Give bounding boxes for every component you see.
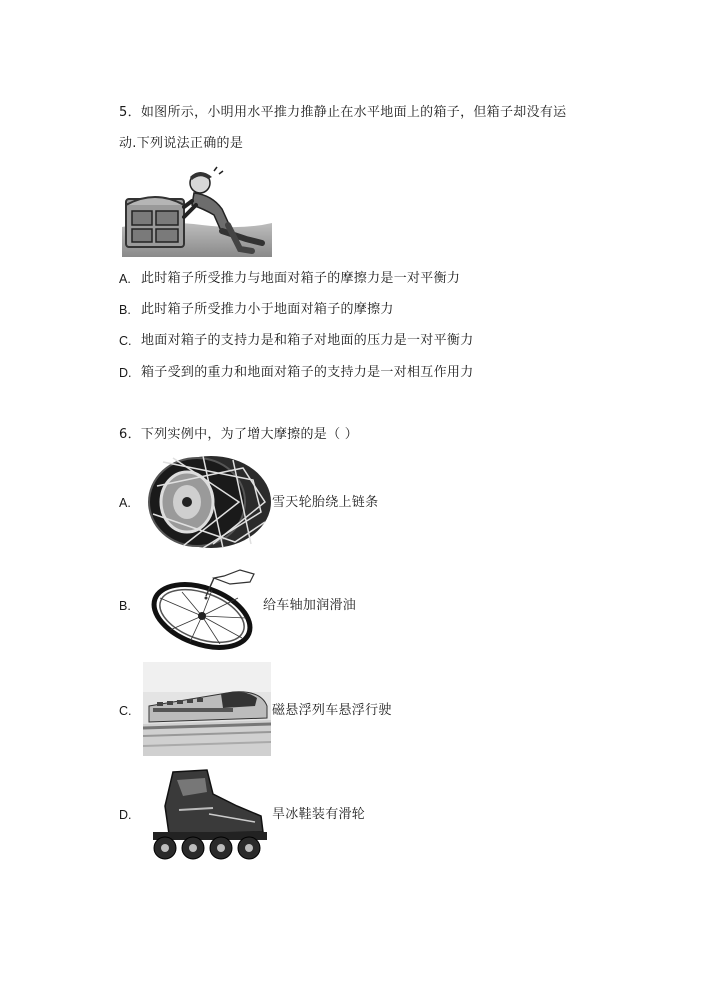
q6-stem-text: 下列实例中，为了增大摩擦的是（ ） — [140, 427, 359, 442]
q5-number: 5． — [119, 105, 141, 120]
q6-option-c-text: 磁悬浮列车悬浮行驶 — [272, 703, 392, 718]
q5-pushing-box-image — [122, 165, 272, 257]
q5-stem-text-1: 如图所示，小明用水平推力推静止在水平地面上的箱子，但箱子却没有运 — [140, 105, 567, 120]
q6-stem — [119, 426, 358, 444]
q6-option-d-text: 旱冰鞋装有滑轮 — [272, 807, 366, 822]
q5-option-b-text: 此时箱子所受推力小于地面对箱子的摩擦力 — [141, 302, 394, 317]
q6-tire-chain-image — [143, 452, 271, 552]
q5-stem-line2: 动.下列说法正确的是 — [119, 136, 244, 151]
q5-option-b-letter: B. — [119, 303, 131, 317]
q6-bike-wheel-oil-image — [150, 568, 260, 650]
q5-option-c-text: 地面对箱子的支持力是和箱子对地面的压力是一对平衡力 — [141, 333, 474, 348]
q6-option-b-text: 给车轴加润滑油 — [263, 598, 357, 613]
q5-stem-line1 — [119, 104, 566, 122]
q6-option-c-letter: C. — [119, 704, 132, 718]
q5-option-c-letter: C. — [119, 334, 132, 348]
q6-number: 6． — [119, 427, 141, 442]
q6-option-a-text: 雪天轮胎绕上链条 — [272, 495, 379, 510]
q6-option-b-letter: B. — [119, 599, 131, 613]
q6-inline-skate-image — [143, 766, 271, 862]
q6-option-a-letter: A. — [119, 496, 131, 510]
q5-option-d-text: 箱子受到的重力和地面对箱子的支持力是一对相互作用力 — [141, 365, 474, 380]
q5-option-d-letter: D. — [119, 366, 132, 380]
q6-option-d-letter: D. — [119, 808, 132, 822]
q5-option-a-text: 此时箱子所受推力与地面对箱子的摩擦力是一对平衡力 — [141, 271, 461, 286]
q5-option-a-letter: A. — [119, 272, 131, 286]
q6-maglev-train-image — [143, 662, 271, 756]
